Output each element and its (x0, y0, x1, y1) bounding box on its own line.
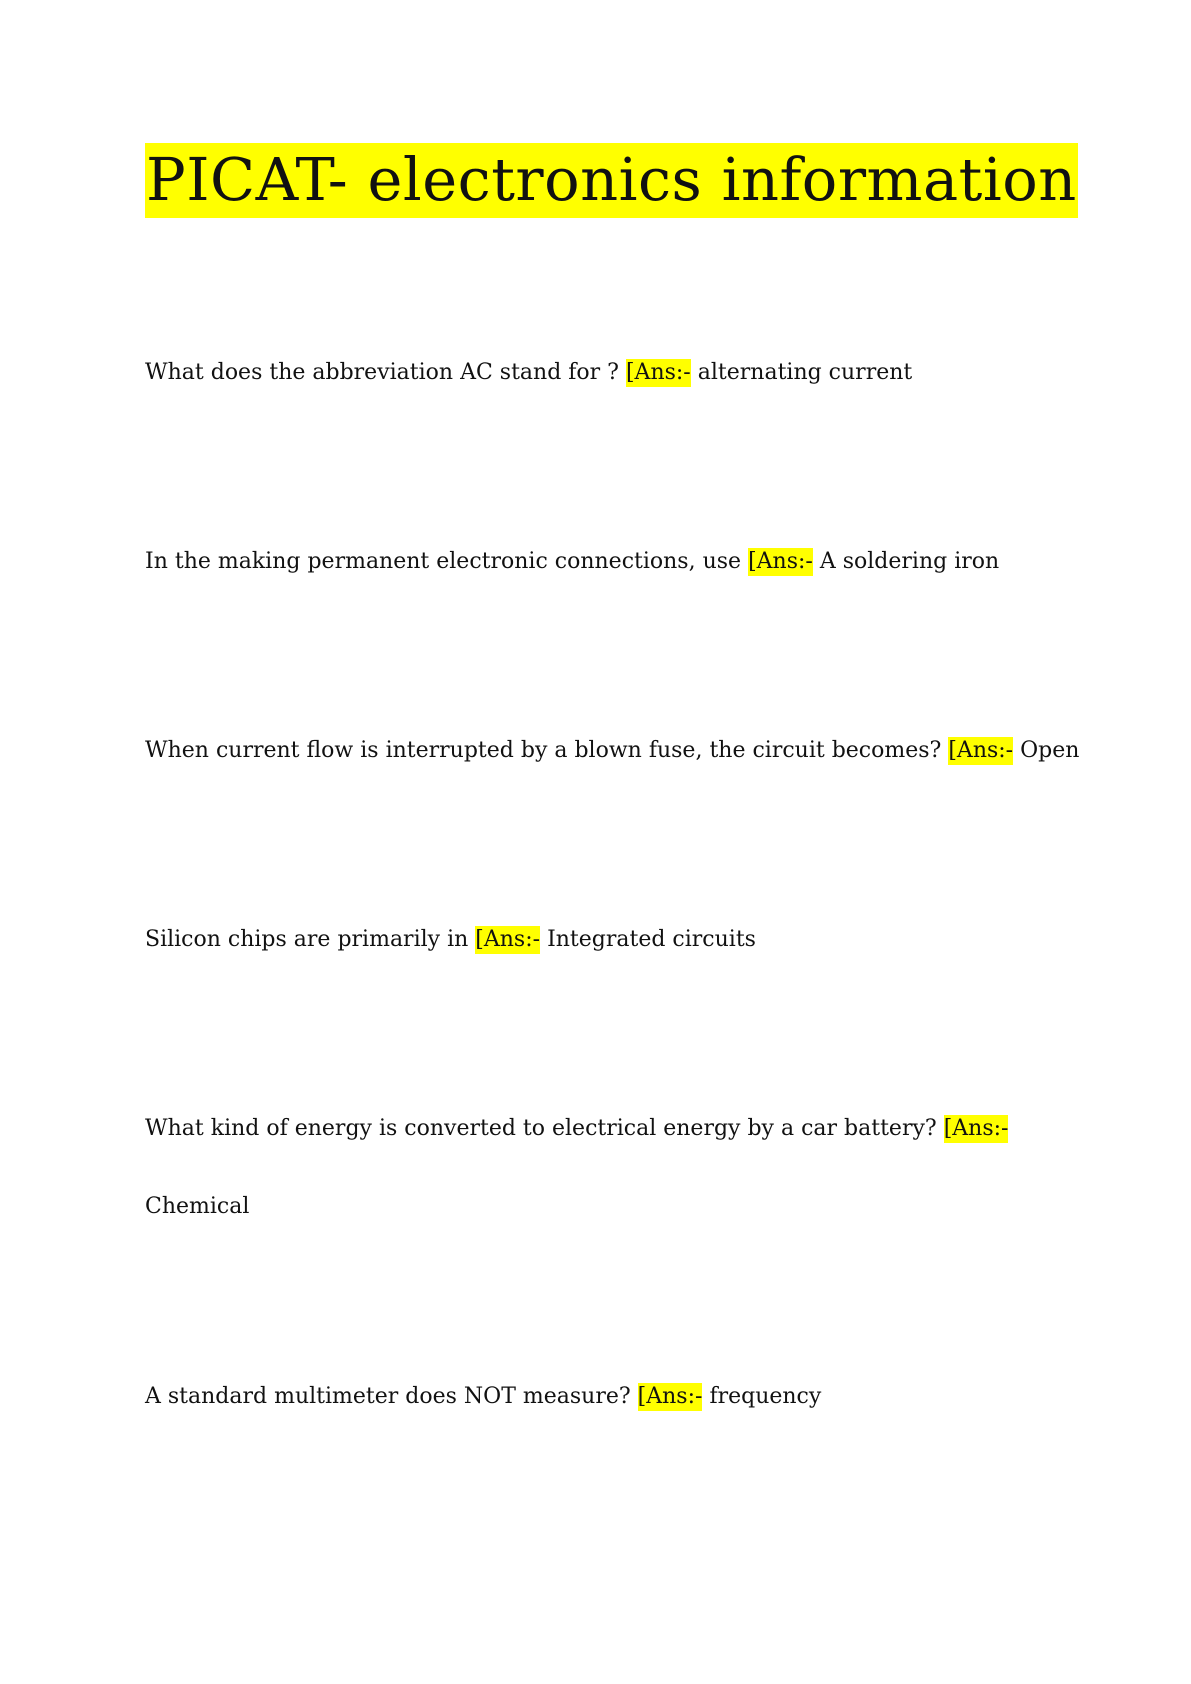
question-text: A standard multimeter does NOT measure? (145, 1384, 631, 1409)
qa-item (145, 925, 756, 955)
answer-marker: [Ans:- (748, 549, 813, 574)
question-text: Silicon chips are primarily in (145, 927, 469, 952)
document-title (145, 145, 1078, 214)
qa-item (145, 358, 912, 388)
answer-marker: [Ans:- (637, 1384, 703, 1409)
answer-marker: [Ans:- (943, 1116, 1009, 1141)
qa-item-continuation (145, 1192, 249, 1222)
qa-item (145, 1382, 821, 1412)
qa-item (145, 1114, 1008, 1144)
answer-marker: [Ans:- (625, 360, 691, 385)
answer-text: Chemical (145, 1194, 250, 1219)
answer-text: A soldering iron (819, 549, 1000, 574)
question-text: When current flow is interrupted by a blown fuse, the circuit becomes? (145, 738, 942, 763)
qa-item (145, 736, 1079, 766)
answer-marker: [Ans:- (948, 738, 1014, 763)
answer-text: Open (1020, 738, 1080, 763)
answer-marker: [Ans:- (475, 927, 541, 952)
question-text: In the making permanent electronic connections, use (145, 549, 742, 574)
answer-text: frequency (709, 1384, 822, 1409)
qa-item (145, 547, 999, 577)
title-highlight: PICAT- electronics information (145, 143, 1078, 218)
question-text: What kind of energy is converted to electrical energy by a car battery? (145, 1116, 937, 1141)
answer-text: Integrated circuits (547, 927, 756, 952)
answer-text: alternating current (697, 360, 913, 385)
question-text: What does the abbreviation AC stand for ? (145, 360, 619, 385)
